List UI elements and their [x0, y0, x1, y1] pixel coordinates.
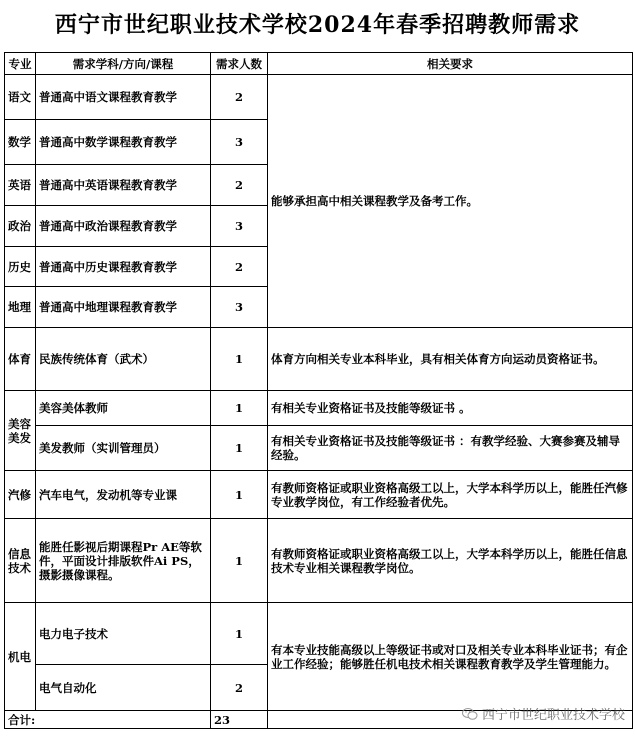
count-cell: 1: [211, 603, 268, 665]
major-cell: 信息技术: [5, 519, 36, 603]
table-header-row: [5, 53, 633, 75]
table-row: [5, 603, 633, 665]
total-count: 23: [211, 711, 268, 729]
count-cell: 3: [211, 287, 268, 328]
subject-cell: 电气自动化: [36, 665, 211, 711]
subject-cell: 美容美体教师: [36, 391, 211, 426]
subject-cell: 普通高中数学课程教育教学: [36, 120, 211, 165]
requirements-cell: 有教师资格证或职业资格高级工以上，大学本科学历以上，能胜任信息技术专业相关课程教学岗位。: [268, 519, 633, 603]
count-cell: 3: [211, 120, 268, 165]
count-cell: 2: [211, 247, 268, 287]
header-requirements: 相关要求: [268, 53, 633, 75]
subject-cell: 美发教师（实训管理员）: [36, 426, 211, 471]
count-cell: 1: [211, 426, 268, 471]
count-cell: 3: [211, 206, 268, 247]
major-cell: 美容美发: [5, 391, 36, 471]
count-cell: 1: [211, 391, 268, 426]
total-label: 合计:: [5, 711, 211, 729]
watermark-text: 西宁市世纪职业技术学校: [481, 708, 625, 723]
table-row: [5, 519, 633, 603]
subject-cell: 能胜任影视后期课程Pr AE等软件，平面设计排版软件Ai PS，摄影摄像课程。: [36, 519, 211, 603]
requirements-cell: 有本专业技能高级以上等级证书或对口及相关专业本科毕业证书；有企业工作经验；能够胜任机电技术相关课程教育教学及学生管理能力。: [268, 603, 633, 711]
count-cell: 1: [211, 471, 268, 519]
requirements-cell: 有相关专业资格证书及技能等级证书 ：有教学经验、大赛参赛及辅导经验。: [268, 426, 633, 471]
subject-cell: 电力电子技术: [36, 603, 211, 665]
requirements-cell: 能够承担高中相关课程教学及备考工作。: [268, 75, 633, 328]
table-row: [5, 471, 633, 519]
requirements-cell: 体育方向相关专业本科毕业，具有相关体育方向运动员资格证书。: [268, 328, 633, 391]
subject-cell: 普通高中英语课程教育教学: [36, 165, 211, 206]
requirements-cell: 有相关专业资格证书及技能等级证书 。: [268, 391, 633, 426]
major-cell: 历史: [5, 247, 36, 287]
table-row: [5, 328, 633, 391]
page-title: 西宁市世纪职业技术学校2024年春季招聘教师需求: [54, 12, 581, 38]
major-cell: 体育: [5, 328, 36, 391]
major-cell: 机电: [5, 603, 36, 711]
wechat-icon: [462, 707, 478, 721]
count-cell: 1: [211, 328, 268, 391]
subject-cell: 普通高中地理课程教育教学: [36, 287, 211, 328]
major-cell: 汽修: [5, 471, 36, 519]
recruitment-table: [4, 52, 633, 729]
requirements-cell: 有教师资格证或职业资格高级工以上，大学本科学历以上，能胜任汽修专业教学岗位，有工作经验者优先。: [268, 471, 633, 519]
header-subject: 需求学科/方向/课程: [36, 53, 211, 75]
count-cell: 2: [211, 665, 268, 711]
subject-cell: 普通高中语文课程教育教学: [36, 75, 211, 120]
major-cell: 地理: [5, 287, 36, 328]
major-cell: 语文: [5, 75, 36, 120]
major-cell: 政治: [5, 206, 36, 247]
subject-cell: 民族传统体育（武术）: [36, 328, 211, 391]
subject-cell: 普通高中历史课程教育教学: [36, 247, 211, 287]
header-count: 需求人数: [211, 53, 268, 75]
watermark: [462, 704, 625, 723]
major-cell: 数学: [5, 120, 36, 165]
major-cell: 英语: [5, 165, 36, 206]
count-cell: 2: [211, 75, 268, 120]
count-cell: 2: [211, 165, 268, 206]
table-row: [5, 75, 633, 120]
table-row: [5, 391, 633, 426]
table-row: [5, 426, 633, 471]
subject-cell: 普通高中政治课程教育教学: [36, 206, 211, 247]
header-major: 专业: [5, 53, 36, 75]
subject-cell: 汽车电气，发动机等专业课: [36, 471, 211, 519]
count-cell: 1: [211, 519, 268, 603]
